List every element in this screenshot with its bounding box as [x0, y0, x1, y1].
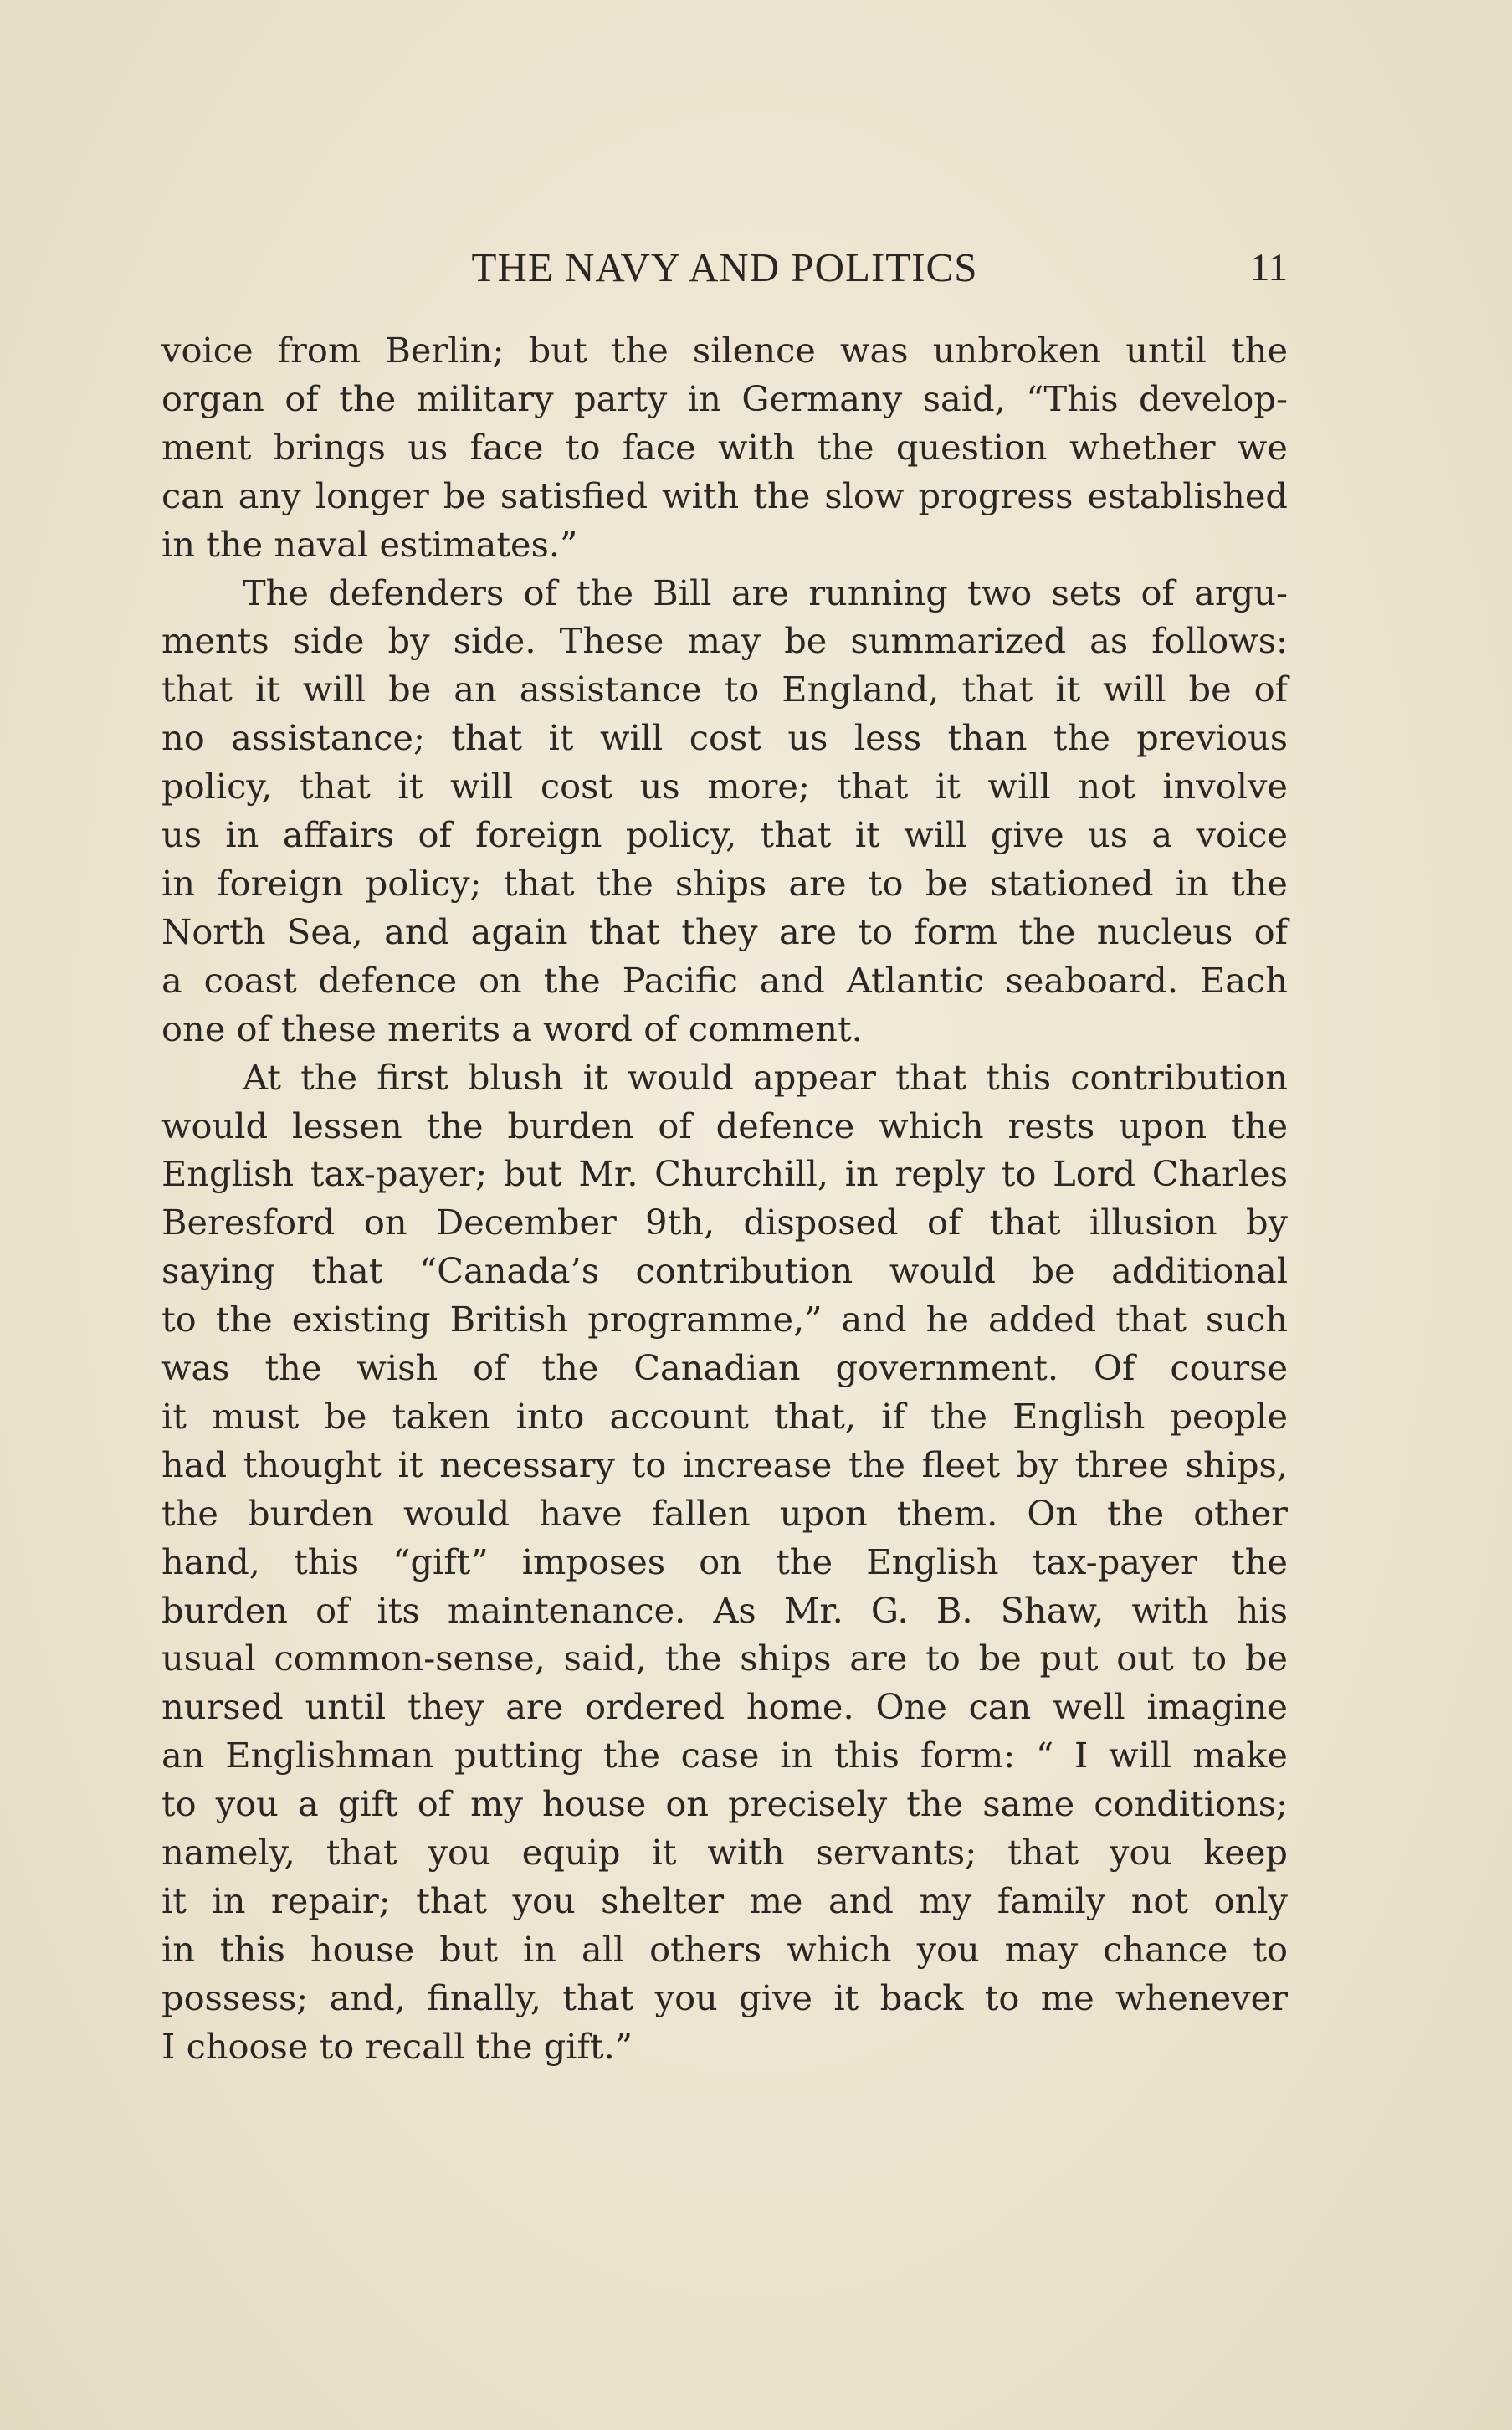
text-line: the burden would have fallen upon them. On the other [161, 1492, 1288, 1534]
text-line: it in repair; that you shelter me and my family not only [161, 1880, 1288, 1921]
text-line: that it will be an assistance to England, that it will be of [161, 669, 1288, 710]
text-line: it must be taken into account that, if the English people [161, 1395, 1288, 1437]
paragraph [161, 1054, 1288, 2071]
page-header [161, 243, 1288, 293]
text-line: possess; and, finally, that you give it back to me whenever [161, 1976, 1288, 2018]
text-line: usual common-sense, said, the ships are to be put out to be [161, 1638, 1288, 1679]
text-line: us in affairs of foreign policy, that it will give us a voice [161, 814, 1288, 856]
text-line: ment brings us face to face with the question whether we [161, 426, 1288, 468]
text-line: no assistance; that it will cost us less than the previous [161, 717, 1288, 759]
text-line: would lessen the burden of defence which rests upon the [161, 1105, 1288, 1146]
text-line: a coast defence on the Pacific and Atlantic seaboard. Each [161, 959, 1288, 1001]
text-line: policy, that it will cost us more; that it will not involve [161, 766, 1288, 807]
text-line: hand, this “gift” imposes on the English tax-payer the [161, 1541, 1288, 1582]
text-line: in the naval estimates.” [161, 523, 578, 565]
text-line: organ of the military party in Germany said, “This develop- [161, 377, 1288, 419]
text-line: At the first blush it would appear that this contribution [243, 1056, 1288, 1098]
text-line: was the wish of the Canadian government. Of course [161, 1347, 1288, 1389]
body-text [161, 326, 1288, 2071]
text-line: Beresford on December 9th, disposed of that illusion by [161, 1202, 1288, 1243]
text-line: English tax-payer; but Mr. Churchill, in reply to Lord Charles [161, 1153, 1288, 1195]
page-number: 11 [1249, 246, 1288, 290]
text-line: to the existing British programme,” and he added that such [161, 1299, 1288, 1341]
text-line: in foreign policy; that the ships are to be stationed in the [161, 862, 1288, 904]
text-line: namely, that you equip it with servants; that you keep [161, 1832, 1288, 1874]
text-line: one of these merits a word of comment. [161, 1007, 863, 1049]
text-line: I choose to recall the gift.” [161, 2025, 633, 2067]
paragraph [161, 569, 1288, 1054]
paragraph [161, 326, 1288, 569]
text-line: burden of its maintenance. As Mr. G. B. Shaw, with his [161, 1589, 1288, 1631]
text-line: ments side by side. These may be summarized as follows: [161, 620, 1288, 662]
text-line: to you a gift of my house on precisely the same conditions; [161, 1783, 1288, 1825]
running-title: THE NAVY AND POLITICS [471, 244, 978, 290]
text-line: in this house but in all others which you may chance to [161, 1928, 1288, 1970]
text-line: North Sea, and again that they are to form the nucleus of [161, 910, 1288, 952]
text-line: The defenders of the Bill are running two sets of argu- [243, 572, 1288, 613]
text-line: nursed until they are ordered home. One can well imagine [161, 1686, 1288, 1728]
text-line: saying that “Canada’s contribution would be additional [161, 1250, 1288, 1292]
text-line: voice from Berlin; but the silence was unbroken until the [161, 330, 1288, 371]
text-line: had thought it necessary to increase the fleet by three ships, [161, 1443, 1288, 1485]
text-line: can any longer be satisfied with the slow progress established [161, 474, 1288, 516]
text-line: an Englishman putting the case in this form: “ I will make [161, 1735, 1288, 1776]
